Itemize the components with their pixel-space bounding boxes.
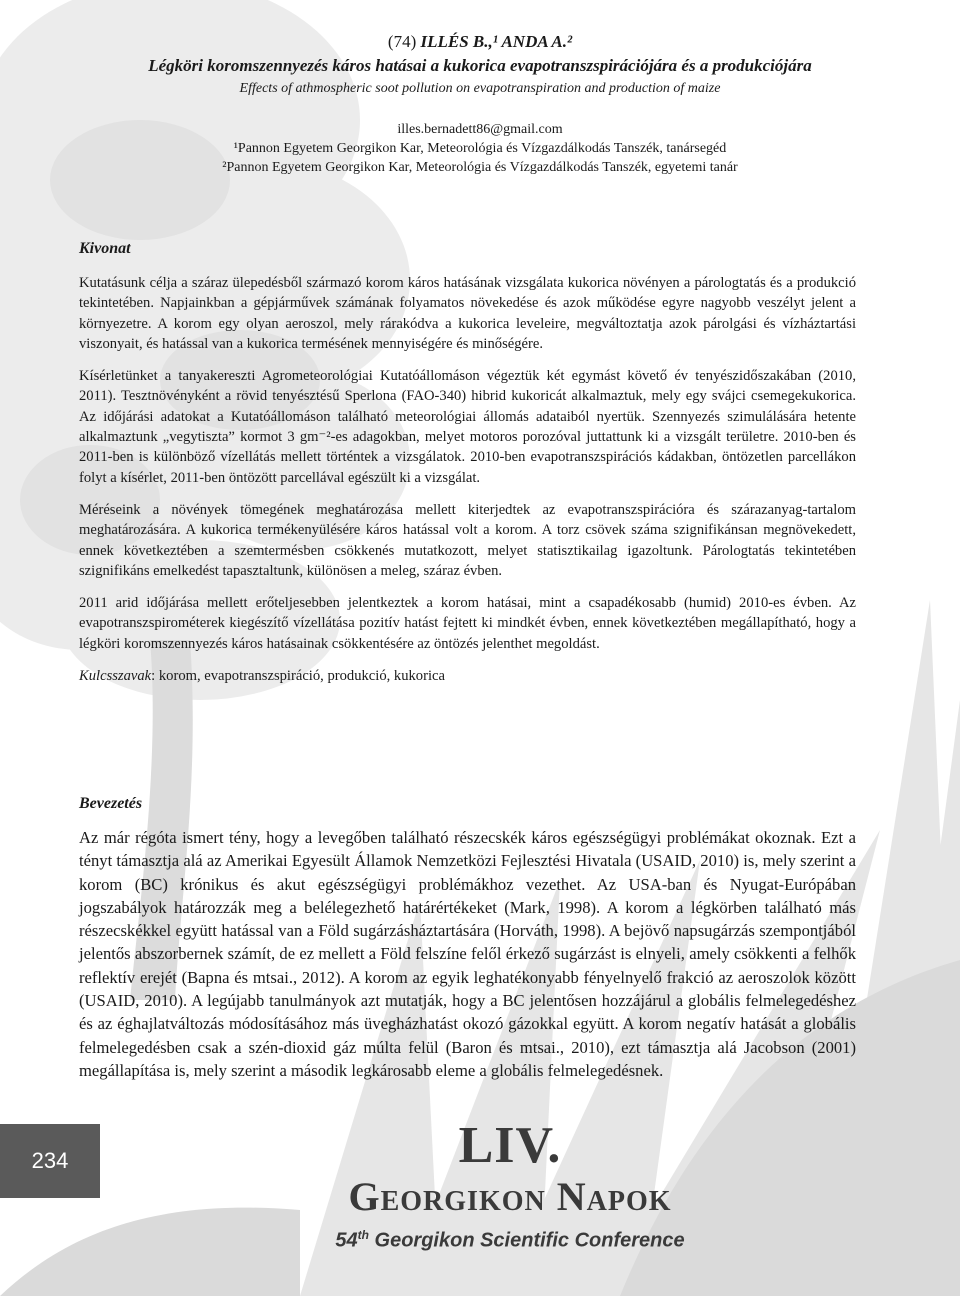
paper-number: (74) xyxy=(387,32,417,51)
keywords-list: : korom, evapotranszspiráció, produkció, kukorica xyxy=(151,668,445,685)
intro-heading: Bevezetés xyxy=(79,795,143,812)
logo-roman-numeral: LIV. xyxy=(458,1117,562,1174)
conference-text: Georgikon Scientific Conference xyxy=(368,1229,685,1252)
conference-logo xyxy=(280,1118,740,1256)
abstract-body xyxy=(79,273,856,698)
abstract-heading: Kivonat xyxy=(79,240,131,257)
abstract-paragraph: 2011 arid időjárása mellett erőteljesebben jelentkeztek a korom hatásai, mint a csapadékosabb (humid) 2010-es évben. Az evapotranszspirométerek kiegészítő vízellátása pozitív hatást fejtett ki mindkét évben, ennek következtében megállapítható, hogy a légköri koromszennyezés káros hatásainak csökkentésére az öntözés jelenthet megoldást. xyxy=(79,595,856,652)
conference-ordinal: th xyxy=(357,1228,369,1242)
logo-conference-subtitle xyxy=(280,1220,740,1256)
conference-number: 54 xyxy=(335,1229,358,1252)
paper-header xyxy=(60,30,900,177)
author-email: illes.bernadett86@gmail.com xyxy=(397,122,563,137)
paper-number-authors xyxy=(60,30,900,54)
keywords xyxy=(79,666,856,686)
paper-subtitle: Effects of athmospheric soot pollution on evapotranspiration and production of maize xyxy=(239,81,721,96)
abstract-paragraph: Kísérletünket a tanyakereszti Agrometeorológiai Kutatóállomáson végeztük két egymást követő év tenyészidőszakában (2010, 2011). Tesztnövényként a rövid tenyésztésű Sperlona (FAO-340) hibrid kukoricát alkalmaztuk, mely egy svájci csemegekukorica. Az időjárási adatokat a Kutatóállomáson található meteorológiai állomás adataiból nyertük. Szennyezés szimulálására hetente alkalmaztunk „vegytiszta” kormot 3 gm⁻²-es adagokban, melyet motoros porozóval juttattunk ki a vizsgált területre. 2010-ben és 2011-ben is különböző vízellátás mellett történtek a vizsgálatok. 2010-ben evapotranszspirációs kádakban, öntözetlen parcellákon folyt a kísérlet, 2011-ben öntözött parcellával egészült ki a vizsgálat. xyxy=(79,368,856,486)
abstract-paragraph: Kutatásunk célja a száraz ülepedésből származó korom káros hatásának vizsgálata kukorica növényen a párologtatás és a produkció tekintetében. Napjainkban a gépjárművek számának folyamatos növekedése és azok működése egyre nagyobb veszélyt jelent a környezetre. A korom egy olyan aeroszol, mely rárakódva a kukorica leveleire, megváltoztatja azok párolgási és vízháztartási viszonyait, és hatással van a kukorica termésének mennyiségére és minőségére. xyxy=(79,275,856,352)
authors: ILLÉS B.,¹ ANDA A.² xyxy=(420,32,573,51)
abstract-paragraph: Méréseink a növények tömegének meghatározása mellett kiterjedtek az evapotranszspirációra és szárazanyag-tartalom meghatározására. A kukorica termékenyülésére káros hatással volt a korom. A torz csövek száma szignifikánsan megnövekedett, ennek következtében a szemtermésben csökkenés mutatkozott, melyet statisztikailag igazoltunk. Párologtatás tekintetében szignifikáns emelkedést tapasztaltunk, különösen a meleg, száraz évben. xyxy=(79,501,856,579)
affiliation-2: ²Pannon Egyetem Georgikon Kar, Meteorológia és Vízgazdálkodás Tanszék, egyetemi tanár xyxy=(222,160,738,175)
page-number xyxy=(0,1124,100,1198)
intro-paragraph: Az már régóta ismert tény, hogy a levegőben található részecskék káros egészségügyi problémákat okoznak. Ezt a tényt támasztja alá az Amerikai Egyesült Államok Nemzetközi Fejlesztési Hivatala (USAID, 2010) is, mely szerint a korom (BC) krónikus és akut egészségügyi problémákhoz vezethet. Az USA-ban és Nyugat-Európában jogszabályok határozzák meg a belélegezhető határértékeket (Mark, 1998). A korom a légkörben található más részecskékkel együtt hatással van a Föld sugárzásháztartására (Horváth, 1998). A bejövő napsugárzás szempontjából jelentős abszorbernek számít, de ez mellett a Föld felszíne felől érkező sugárzást is elnyeli, amely csökkenti a felhők reflektív erejét (Bapna és mtsai., 2012). A korom az egyik leghatékonyabb fényelnyelő frakció az aeroszolok között (USAID, 2010). A legújabb tanulmányok azt mutatják, hogy a BC jelentősen hozzájárul a globális felmelegedéshez és az éghajlatváltozás módosításához más üvegházhatást okozó gázokkal együtt. A korom negatív hatását a globális felmelegedésben csak a szén-dioxid gáz múlta felül (Baron és mtsai., 2010), ezt támasztja alá Jacobson (2001) megállapítása is, mely szerint a második legkárosabb eleme a globális felmelegedésnek. xyxy=(79,828,856,1080)
logo-conference-name: Georgikon Napok xyxy=(348,1174,672,1219)
keywords-label: Kulcsszavak xyxy=(79,668,152,685)
affiliation-1: ¹Pannon Egyetem Georgikon Kar, Meteorológia és Vízgazdálkodás Tanszék, tanársegéd xyxy=(233,141,727,156)
page-number-text: 234 xyxy=(31,1148,69,1173)
intro-body xyxy=(79,826,856,1082)
paper-title: Légköri koromszennyezés káros hatásai a kukorica evapotranszspirációjára és a produkciójára xyxy=(148,56,812,75)
